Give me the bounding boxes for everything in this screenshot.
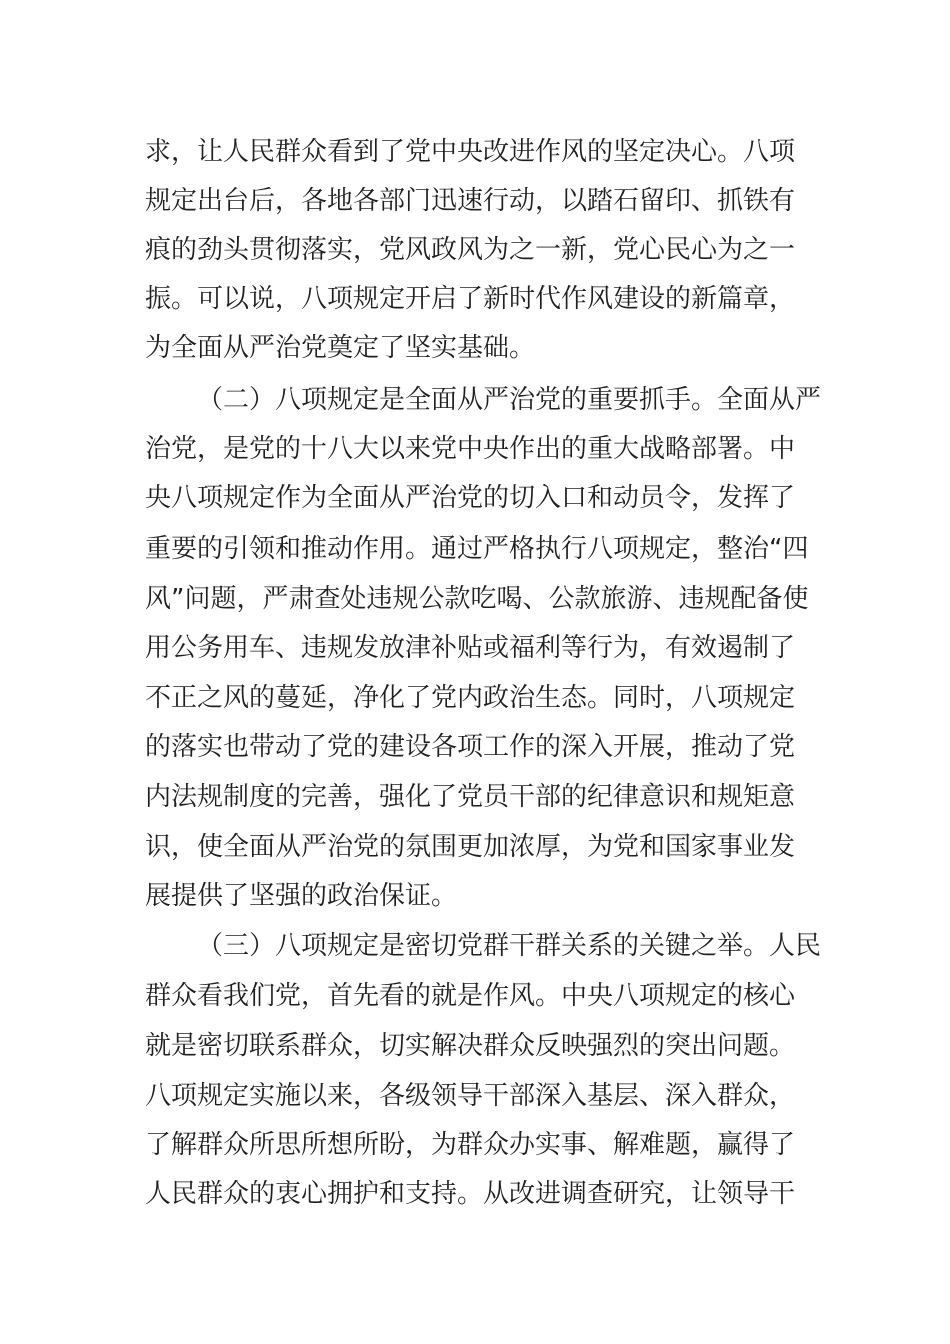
text-line-2: 规定出台后，各地各部门迅速行动，以踏石留印、抓铁有 xyxy=(145,186,796,216)
section-heading-3: （三）八项规定是密切党群干群关系的关键之举。人民 xyxy=(197,931,822,961)
text-line-5: 为全面从严治党奠定了坚实基础。 xyxy=(145,333,536,363)
text-line-21: 了解群众所思所想所盼，为群众办实事、解难题，赢得了 xyxy=(145,1130,796,1160)
text-line-19: 就是密切联系群众，切实解决群众反映强烈的突出问题。 xyxy=(145,1031,796,1061)
text-line-7: 治党，是党的十八大以来党中央作出的重大战略部署。中 xyxy=(145,434,796,464)
text-line-4: 振。可以说，八项规定开启了新时代作风建设的新篇章， xyxy=(145,284,796,314)
text-line-1: 求，让人民群众看到了党中央改进作风的坚定决心。八项 xyxy=(145,137,796,167)
text-line-18: 群众看我们党，首先看的就是作风。中央八项规定的核心 xyxy=(145,981,796,1011)
section-heading-2: （二）八项规定是全面从严治党的重要抓手。全面从严 xyxy=(197,385,822,415)
text-line-22: 人民群众的衷心拥护和支持。从改进调查研究，让领导干 xyxy=(145,1179,796,1209)
text-line-16: 展提供了坚强的政治保证。 xyxy=(145,881,458,911)
text-line-13: 的落实也带动了党的建设各项工作的深入开展，推动了党 xyxy=(145,732,796,762)
text-line-20: 八项规定实施以来，各级领导干部深入基层、深入群众， xyxy=(145,1081,796,1111)
text-line-8: 央八项规定作为全面从严治党的切入口和动员令，发挥了 xyxy=(145,483,796,513)
text-line-15: 识，使全面从严治党的氛围更加浓厚，为党和国家事业发 xyxy=(145,832,796,862)
text-line-14: 内法规制度的完善，强化了党员干部的纪律意识和规矩意 xyxy=(145,782,796,812)
text-line-3: 痕的劲头贯彻落实，党风政风为之一新，党心民心为之一 xyxy=(145,235,796,265)
text-line-12: 不正之风的蔓延，净化了党内政治生态。同时，八项规定 xyxy=(145,683,796,713)
text-line-10: 风”问题，严肃查处违规公款吃喝、公款旅游、违规配备使 xyxy=(145,584,809,614)
text-line-11: 用公务用车、违规发放津补贴或福利等行为，有效遏制了 xyxy=(145,633,796,663)
text-line-9: 重要的引领和推动作用。通过严格执行八项规定，整治“四 xyxy=(145,534,809,564)
